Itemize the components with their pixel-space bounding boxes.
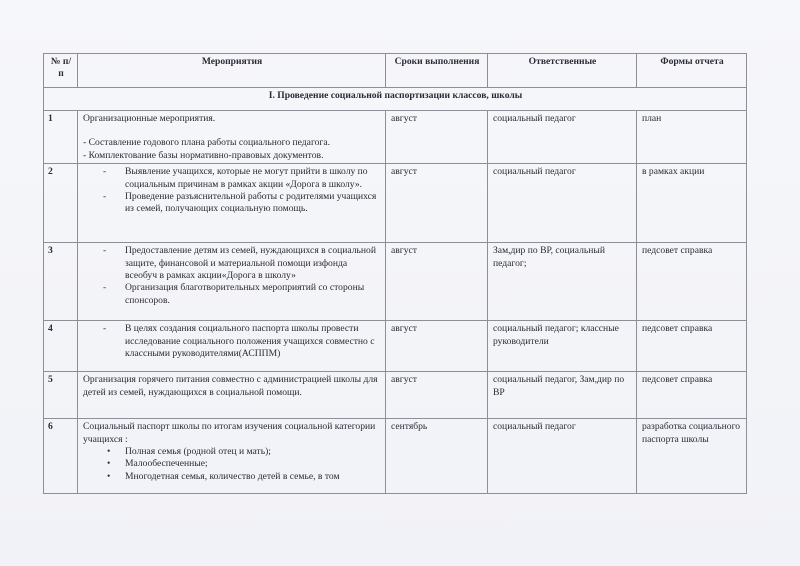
event-intro: Социальный паспорт школы по итогам изучения социальной категории учащихся :: [83, 421, 376, 445]
row-deadline: сентябрь: [386, 419, 488, 494]
row-report: педсовет справка: [637, 243, 747, 321]
row-event: [78, 164, 386, 243]
event-line: - Комплектование базы нормативно-правовых документов.: [83, 149, 324, 161]
event-item: • Многодетная семья, количество детей в семье, в том: [83, 471, 381, 483]
row-number: 2: [44, 164, 78, 243]
event-item: - Организация благотворительных мероприятий со стороны спонсоров.: [83, 282, 381, 307]
row-report: в рамках акции: [637, 164, 747, 243]
event-item: - Проведение разъяснительной работы с родителями учащихся из семей, получающих социальную помощь.: [83, 191, 381, 216]
event-dash-list: [83, 245, 381, 307]
row-number: 5: [44, 372, 78, 419]
social-work-plan-table: [43, 53, 747, 494]
row-number: 6: [44, 419, 78, 494]
event-dash-list: [83, 166, 381, 216]
row-number: 3: [44, 243, 78, 321]
row-report: педсовет справка: [637, 321, 747, 372]
header-num: № п/п: [44, 54, 78, 88]
section-title: I. Проведение социальной паспортизации классов, школы: [44, 88, 747, 111]
row-event: [78, 419, 386, 494]
row-deadline: август: [386, 164, 488, 243]
section-row: [44, 88, 747, 111]
row-responsible: социальный педагог; классные руководители: [488, 321, 637, 372]
row-responsible: социальный педагог: [488, 164, 637, 243]
header-event: Мероприятия: [78, 54, 386, 88]
event-bullet-list: [83, 446, 381, 483]
row-deadline: август: [386, 111, 488, 164]
header-report: Формы отчета: [637, 54, 747, 88]
header-row: [44, 54, 747, 88]
row-report: разработка социального паспорта школы: [637, 419, 747, 494]
table-row: [44, 419, 747, 494]
event-item: • Малообеспеченные;: [83, 458, 381, 470]
row-responsible: социальный педагог: [488, 419, 637, 494]
table-row: [44, 321, 747, 372]
row-report: план: [637, 111, 747, 164]
event-item: • Полная семья (родной отец и мать);: [83, 446, 381, 458]
row-number: 1: [44, 111, 78, 164]
row-event: Организация горячего питания совместно с администрацией школы для детей из семей, нуждающихся в социальной помощи.: [78, 372, 386, 419]
row-deadline: август: [386, 372, 488, 419]
row-report: педсовет справка: [637, 372, 747, 419]
event-line: - Составление годового плана работы социального педагога.: [83, 137, 331, 149]
row-event: [78, 111, 386, 164]
event-item: - Предоставление детям из семей, нуждающихся в социальной защите, финансовой и материальной помощи изфонда всеобуч в рамках акции«Дорога в школу»: [83, 245, 381, 282]
row-deadline: август: [386, 321, 488, 372]
row-number: 4: [44, 321, 78, 372]
row-responsible: социальный педагог, Зам,дир по ВР: [488, 372, 637, 419]
row-event: [78, 321, 386, 372]
row-responsible: социальный педагог: [488, 111, 637, 164]
table-row: [44, 372, 747, 419]
event-intro: Организационные мероприятия.: [83, 113, 216, 124]
event-item: - В целях создания социального паспорта школы провести исследование социального положения учащихся совместно с классными руководителями(АСППМ): [83, 323, 381, 360]
row-responsible: Зам,дир по ВР, социальный педагог;: [488, 243, 637, 321]
row-event: [78, 243, 386, 321]
header-deadline: Сроки выполнения: [386, 54, 488, 88]
row-deadline: август: [386, 243, 488, 321]
event-item: - Выявление учащихся, которые не могут прийти в школу по социальным причинам в рамках акции «Дорога в школу».: [83, 166, 381, 191]
header-responsible: Ответственные: [488, 54, 637, 88]
event-dash-list: [83, 323, 381, 360]
table-row: [44, 111, 747, 164]
table-row: [44, 164, 747, 243]
table-row: [44, 243, 747, 321]
